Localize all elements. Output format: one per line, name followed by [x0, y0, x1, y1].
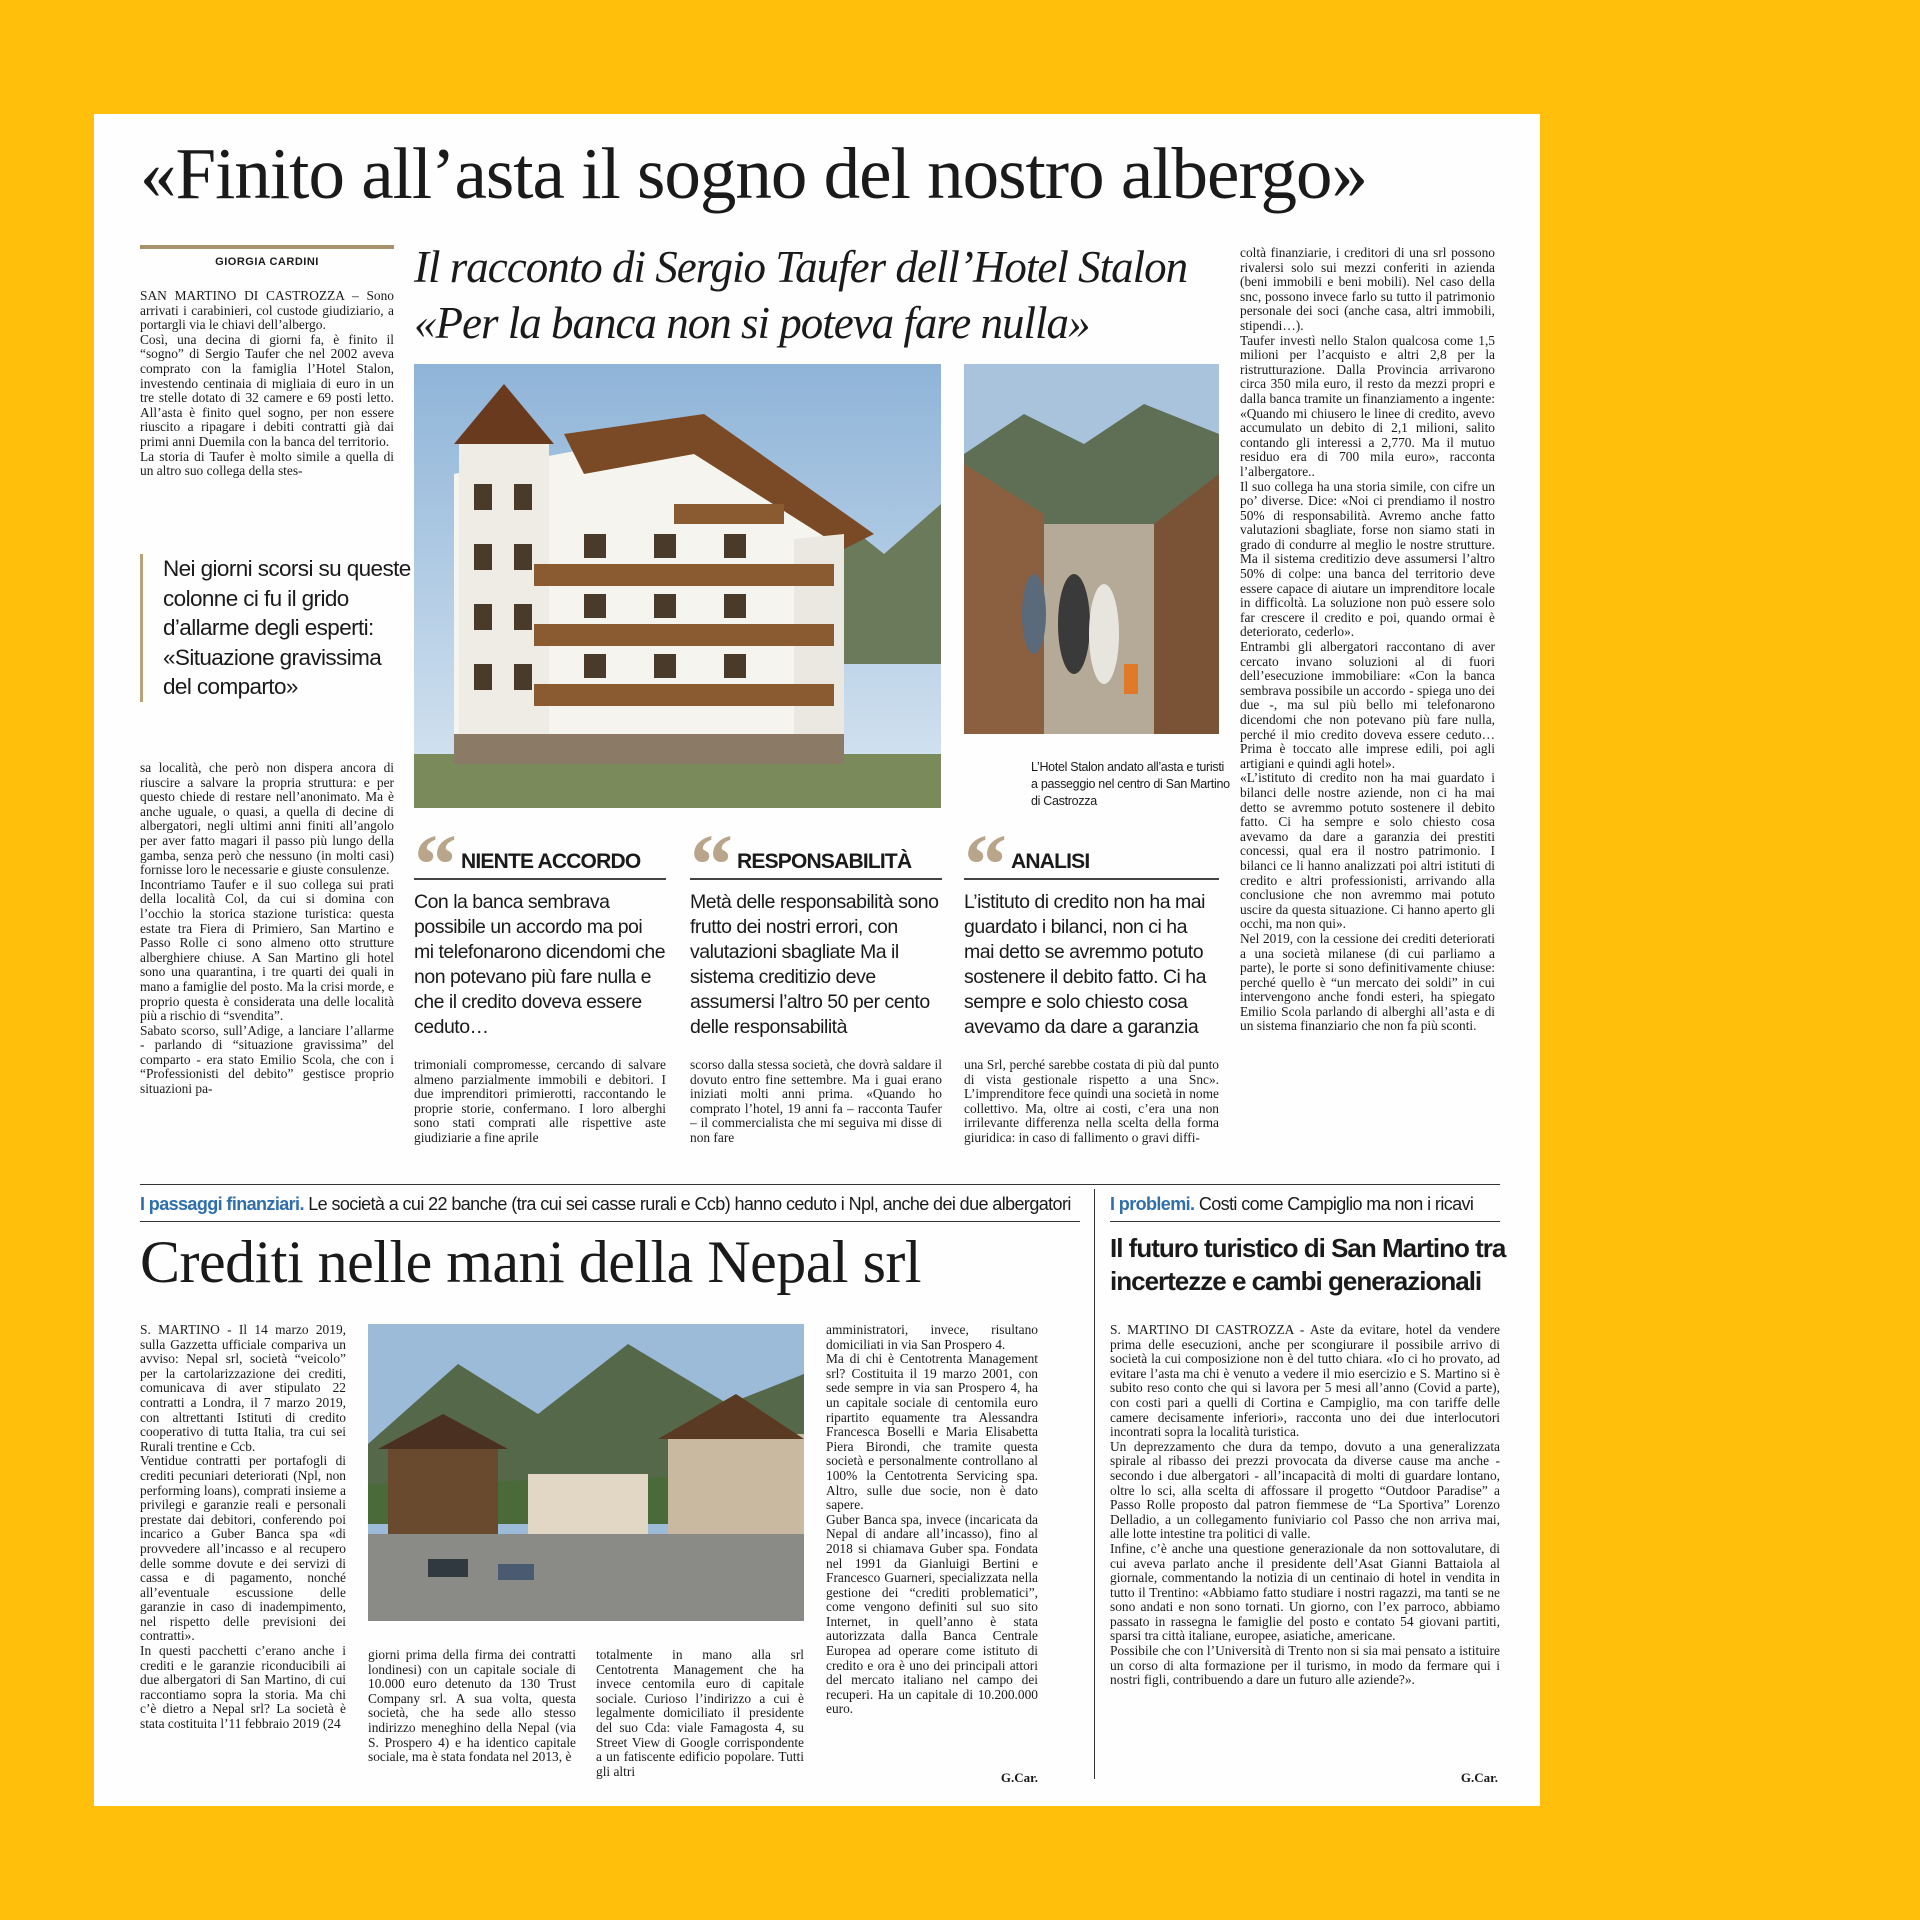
street-illustration [964, 364, 1219, 734]
quote-mark-icon: “ [690, 816, 723, 912]
quote-label: RESPONSABILITÀ [737, 850, 912, 873]
village-illustration [368, 1324, 804, 1621]
san-martino-village-photo [368, 1324, 804, 1621]
quote-label: ANALISI [1011, 850, 1090, 873]
nepal-headline: Crediti nelle mani della Nepal srl [140, 1229, 922, 1295]
hotel-illustration [414, 364, 941, 808]
quote-box-analisi [964, 816, 1219, 1040]
column-divider [1094, 1189, 1095, 1779]
article-col-1-top: SAN MARTINO DI CASTROZZA – Sono arrivati i carabinieri, col custode giudiziario, a portargli via le chiavi dell’albergo. Così, una decina di giorni fa, è finito il “sogno” di Sergio Taufer che nel 2002 aveva comprato con la famiglia l’Hotel Stalon, investendo centinaia di migliaia di euro in un tre stelle dotato di 32 camere e 69 posti letto. All’asta è finito quel sogno, per non essere riuscito a ripagare i debiti contratti già dai primi anni Duemila con la banca del territorio. La storia di Taufer è molto simile a quella di un altro suo collega della stes- [140, 288, 394, 479]
quote-text: Con la banca sembrava possibile un accordo ma poi mi telefonarono dicendomi che non potevano più fare nulla e che il credito doveva essere ceduto… [414, 891, 666, 1038]
nepal-col-4: amministratori, invece, risultano domiciliati in via San Prospero 4. Ma di chi è Centotrenta Management srl? Costituita il 19 marzo 2001, con sede sempre in via san Prospero 4, ha un capitale sociale di centomila euro ripartito equamente tra Alessandra Francesca Boselli e Maria Elisabetta Piera Birondi, che tramite questa società e personalmente controllano al 100% la Centotrenta Servicing spa. Altro, sulle due socie, non è dato sapere. Guber Banca spa, invece (incaricata da Nepal di andare all’incasso), fino al 2018 si chiamava Guber spa. Fondata nel 1991 da Gianluigi Bertini e Francesco Guarneri, specializzata nella gestione dei “crediti problematici”, come vengono definiti sul suo sito Internet, in quell’anno è stata autorizzata dalla Banca Centrale Europea ad operare come istituto di credito e ora è uno dei principali attori del mercato italiano nel campo dei recuperi. Ha un capitale di 10.200.000 euro. [826, 1322, 1038, 1717]
kicker-problemi: I problemi. Costi come Campiglio ma non i ricavi [1110, 1194, 1474, 1214]
kicker-rule-right [1110, 1221, 1500, 1222]
quote-box-responsabilita [690, 816, 942, 1040]
nepal-col-1: S. MARTINO - Il 14 marzo 2019, sulla Gazzetta ufficiale compariva un avviso: Nepal srl, società “veicolo” per la cartolarizzazione dei crediti, comunicava di aver stipulato 22 contratti a Londra, il 7 marzo 2019, con altrettanti Istituti di credito cooperativo di tutta Italia, tra cui sei Rurali trentine e Ccb. Ventidue contratti per portafogli di crediti pecuniari deteriorati (Npl, non performing loans), comprati insieme a privilegi e garanzie reali e personali prestate dai debitori, conferendo poi incarico a Guber Banca spa «di provvedere all’incasso e al recupero delle somme dovute e dei servizi di cassa e di pagamento, nonché all’eventuale escussione delle garanzie in caso di inadempimento, nel rispetto delle previsioni dei contratti». In questi pacchetti c’erano anche i crediti e le garanzie riconducibili ai due albergatori di San Martino, di cui raccontiamo sopra la storia. Ma chi c’è dietro a Nepal srl? La società è stata costituita l’11 febbraio 2019 (24 [140, 1322, 346, 1732]
quote-label: NIENTE ACCORDO [461, 850, 641, 873]
quote-text: Metà delle responsabilità sono frutto dei nostri errori, con valutazioni sbagliate Ma il sistema creditizio deve assumersi l’altro 50 per cento delle responsabilità [690, 891, 939, 1038]
kicker-passaggi: I passaggi finanziari. Le società a cui 22 banche (tra cui sei casse rurali e Ccb) hanno ceduto i Npl, anche dei due albergatori [140, 1194, 1071, 1214]
pull-quote: Nei giorni scorsi su queste colonne ci fu il grido d’allarme degli esperti: «Situazione gravissima del comparto» [140, 554, 413, 702]
byline: GIORGIA CARDINI [215, 256, 319, 268]
article-col-1-bottom: sa località, che però non dispera ancora di riuscire a salvare la propria struttura: e per questo chiede di restare nell’anonimato. Ma è anche uguale, o quasi, a quella di decine di albergatori, negli ultimi anni finiti all’angolo per aver fatto magari il passo più lungo della gamba, senza però che nessuno (in molti casi) fornisse loro le necessarie e giuste consulenze. Incontriamo Taufer e il suo collega sui prati della località Col, da cui si domina con l’occhio la storica stazione turistica: questa estate tra Fiera di Primiero, San Martino e Passo Rolle ci sono almeno otto strutture alberghiere chiuse. A San Martino gli hotel sono una quarantina, i tre quarti dei quali in mano a famiglie del posto. Ma la crisi morde, e proprio questa è considerata una delle località più a rischio di “svendita”. Sabato scorso, sull’Adige, a lanciare l’allarme - parlando di “situazione gravissima” del comparto - era stato Emilio Scola, che con i “Professionisti del debito” gestisce proprio situazioni pa- [140, 760, 394, 1097]
photo-caption: L’Hotel Stalon andato all’asta e turisti a passeggio nel centro di San Martino di Castrozza [1031, 760, 1230, 808]
author-signature: G.Car. [1460, 1770, 1498, 1785]
article-col-4: una Srl, perché sarebbe costata di più dal punto di vista gestionale rispetto a una Snc». L’imprenditore fece quindi una società in nome collettivo. Ma, oltre ai costi, c’era una non irrilevante differenza nella scelta della forma giuridica: in caso di fallimento o gravi diffi- [964, 1057, 1219, 1145]
article-col-3: scorso dalla stessa società, che dovrà saldare il dovuto entro fine settembre. Ma i guai erano iniziati molti anni prima. «Quando ho comprato l’hotel, 19 anni fa – racconta Taufer – il commercialista che mi seguiva mi disse di non fare [690, 1057, 942, 1145]
futuro-body: S. MARTINO DI CASTROZZA - Aste da evitare, hotel da vendere prima delle esecuzioni, anche per scongiurare il possibile arrivo di società la cui composizione non è del tutto chiara. «Io ci ho provato, ad evitare l’asta ma chi è venuto a vedere il mio esercizio e S. Martino si è subito reso conto che qui si lavora per 5 mesi all’anno (Covid a parte), con costi pari a quelli di Cortina e Campiglio, ma con tariffe delle camere decisamente inferiori», racconta uno dei due interlocutori incontrati sopra la località turistica. Un deprezzamento che dura da tempo, dovuto a una generalizzata spirale al ribasso dei prezzi provocata da diverse cause ma anche - secondo i due albergatori - all’incapacità di molti di guardare lontano, oltre lo sci, alla scelta di affossare il progetto “Outdoor Paradise” a Passo Rolle proposto dal patron fiemmese de “La Sportiva” Lorenzo Delladio, a un collegamento funiviario col Passo che non arriva mai, alle lotte intestine tra politici di valle. Infine, c’è anche una questione generazionale da non sottovalutare, di cui aveva parlato anche il presidente dell’Asat Gianni Battaiola al giornale, commentando la notizia di un centinaio di hotel in vendita in tutto il Trentino: «Abbiamo fatto studiare i nostri ragazzi, ma tanti se ne sono andati e non sono tornati. Un giorno, con l’ex parroco, abbiamo passato in rassegna le famiglie del posto e contato 54 giovani partiti, sparsi tra città italiane, europee, asiatiche, americane. Possibile che con l’Università di Trento non si sia mai pensato a istituire un corso di alta formazione per il turismo, in modo da fermare qui i nostri figli, contribuendo a dare un futuro alle aziende?». [1110, 1322, 1500, 1688]
street-photo [964, 364, 1219, 734]
section-divider [140, 1184, 1500, 1185]
subheadline [414, 239, 1244, 351]
newspaper-page [94, 114, 1540, 1806]
main-headline: «Finito all’asta il sogno del nostro albergo» [140, 133, 1367, 214]
article-col-2: trimoniali compromesse, cercando di salvare almeno parzialmente immobili e debitori. I due imprenditori primierotti, raccontando le proprie storie, confermano. I loro alberghi sono stati comprati alle rispettive aste giudiziarie a fine aprile [414, 1057, 666, 1145]
hotel-stalon-photo [414, 364, 941, 808]
quote-box-niente-accordo [414, 816, 666, 1040]
quote-text: L’istituto di credito non ha mai guardato i bilanci, non ci ha mai detto se avremmo potuto sostenere il debito fatto. Ci ha sempre e solo chiesto cosa avevamo da dare a garanzia [964, 891, 1206, 1038]
subhead-line-2: «Per la banca non si poteva fare nulla» [414, 298, 1090, 348]
byline-rule [140, 245, 394, 249]
article-col-5: coltà finanziarie, i creditori di una srl possono rivalersi solo sui mezzi conferiti in azienda (beni immobili e beni mobili). Nel caso della snc, possono invece farlo su tutto il patrimonio personale dei soci (anche casa, altri immobili, stipendi…). Taufer investì nello Stalon qualcosa come 1,5 milioni per l’acquisto e altri 2,8 per la ristrutturazione. Dalla Provincia arrivarono circa 350 mila euro, il resto da mezzi propri e dalla banca tramite un finanziamento a ingente: «Quando mi chiusero le linee di credito, avevo accumulato un debito di 2,1 milioni, salito contando gli interessi a 2,770. Ma il mutuo residuo era di 700 mila euro», racconta l’albergatore.. Il suo collega ha una storia simile, con cifre un po’ diverse. Dice: «Noi ci prendiamo il nostro 50% di responsabilità. Avremo anche fatto valutazioni sbagliate, forse non siamo stati in grado di condurre al meglio le nostre strutture. Ma il sistema creditizio deve assumersi l’altro 50% di colpe: una banca del territorio deve essere capace di aiutare un imprenditore locale in difficoltà. La soluzione non può essere solo far crescere il credito e poi, quando ormai è deteriorato, cederlo». Entrambi gli albergatori raccontano di aver cercato invano soluzioni al di fuori dell’esecuzione immobiliare: «Con la banca sembrava possibile un accordo - spiega uno dei due -, ma sul più bello mi telefonarono dicendomi che non potevano più fare nulla, perché il mio credito doveva essere ceduto… Prima è toccato alle imprese edili, poi agli artigiani e quindi agli hotel». «L’istituto di credito non ha mai guardato i bilanci delle nostre aziende, non ci ha mai detto se avremmo potuto sostenere il debito fatto. Ci ha sempre e solo chiesto cosa avevamo da dare a garanzia dei prestiti concessi, qual era il nostro patrimonio. I bilanci ce li hanno analizzati poi altri istituti di credito e altri professionisti, arrivando alla conclusione che non avremmo mai potuto uscire da questa situazione. Ci hanno aperto gli occhi, ma non qui». Nel 2019, con la cessione dei crediti deteriorati a una società milanese (di cui parliamo a parte), le porte si sono definitivamente chiuse: perché quello è “un mercato dei soldi” in cui intervengono anche fondi esteri, ha spiegato Emilio Scola parlando di alberghi all’asta e di un sistema finanziario che non fa più sconti. [1240, 245, 1495, 1034]
nepal-col-2: giorni prima della firma dei contratti londinesi) con un capitale sociale di 10.000 euro detenuto da 130 Trust Company srl. A sua volta, questa società, che ha sede allo stesso indirizzo meneghino della Nepal (via S. Prospero 4) e ha identico capitale sociale, ma è stata fondata nel 2013, è [368, 1647, 576, 1765]
quote-mark-icon: “ [414, 816, 447, 912]
subhead-line-1: Il racconto di Sergio Taufer dell’Hotel Stalon [414, 242, 1188, 292]
author-signature: G.Car. [1000, 1770, 1038, 1785]
nepal-col-3: totalmente in mano alla srl Centotrenta Management che ha invece centomila euro di capitale sociale. Curioso l’indirizzo a cui è legalmente domiciliato il presidente del suo Cda: viale Famagosta 4, su Street View di Google corrispondente a un fatiscente edificio popolare. Tutti gli altri [596, 1647, 804, 1779]
kicker-rule-left [140, 1221, 1080, 1222]
quote-mark-icon: “ [964, 816, 997, 912]
futuro-headline: Il futuro turistico di San Martino tra incertezze e cambi generazionali [1110, 1233, 1506, 1296]
